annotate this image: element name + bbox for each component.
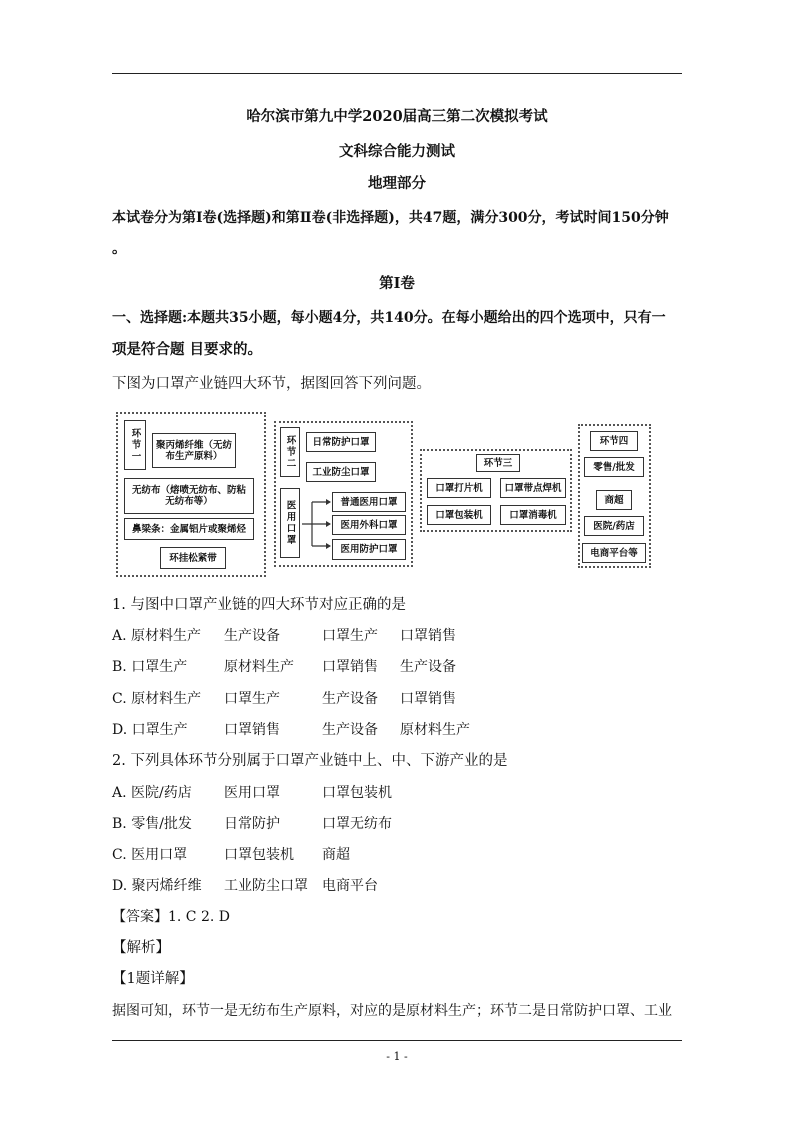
q1-option-b-item-4: 生产设备 [400,659,456,675]
answer-line: 【答案】1. C 2. D [112,909,231,925]
q2-option-b-item-3: 口罩无纺布 [322,816,392,832]
q1-option-b-item-2: 原材料生产 [224,659,294,675]
q2-option-a-letter: A. [112,785,127,801]
section1-line-2: 项是符合题 目要求的。 [112,341,263,358]
q1-option-d-item-3: 生产设备 [322,722,378,738]
stage1-label: 环节一 [124,420,146,470]
stage3-label: 环节三 [476,454,520,472]
figure-caption: 下图为口罩产业链四大环节，据图回答下列问题。 [112,376,431,392]
exam-title: 哈尔滨市第九中学2020届高三第二次模拟考试 [246,108,548,125]
stage3-box-4: 口罩消毒机 [500,505,566,525]
q1-option-c-item-1: 原材料生产 [131,691,202,707]
stage4-box-2: 商超 [596,490,632,510]
stage4-label: 环节四 [590,431,638,451]
q1-option-c-item-4: 口罩销售 [400,691,456,707]
part-title: 第Ⅰ卷 [379,275,415,292]
stage3-box-1: 口罩打片机 [427,478,491,498]
page-number: - 1 - [386,1050,408,1063]
q2-option-a-item-1: 医院/药店 [131,785,192,801]
section1-line-1: 一、选择题:本题共35小题，每小题4分，共140分。在每小题给出的四个选项中，只有一 [112,310,666,326]
stage3-box-3: 口罩包装机 [427,505,491,525]
q1-option-c-letter: C. [112,691,127,707]
stage1-box-1: 聚丙烯纤维（无纺布生产原料） [152,433,236,468]
q1-option-a-item-4: 口罩销售 [400,628,456,644]
q2-option-c-letter: C. [112,847,127,863]
stage4-box-3: 医院/药店 [584,516,644,536]
stage4-box-1: 零售/批发 [584,457,644,477]
q2-stem: 2. 下列具体环节分别属于口罩产业链中上、中、下游产业的是 [112,753,508,769]
bottom-rule [112,1040,682,1041]
stage1-box-3: 鼻梁条：金属铝片或聚烯烃 [124,518,254,540]
stage2-box-2: 工业防尘口罩 [306,462,376,482]
exam-subtitle: 文科综合能力测试 [339,143,455,160]
q1-option-d-item-4: 原材料生产 [400,722,470,738]
q2-option-d-item-1: 聚丙烯纤维 [131,878,202,894]
q1-option-c-item-2: 口罩生产 [224,691,280,707]
q1-option-d-item-1: 口罩生产 [131,722,188,738]
stage2-medical-label: 医用口罩 [280,488,300,558]
q1-option-b-item-3: 口罩销售 [322,659,378,675]
q2-option-d-item-3: 电商平台 [322,878,378,894]
stage1-box-4: 环挂松紧带 [160,547,226,569]
q1-stem: 1. 与图中口罩产业链的四大环节对应正确的是 [112,597,406,613]
q2-option-a-item-3: 口罩包装机 [322,785,392,801]
q1-option-a-item-3: 口罩生产 [322,628,378,644]
analysis-title: 【解析】 [112,940,170,956]
stage2-medical-box-3: 医用防护口罩 [332,539,406,560]
q1-option-d-letter: D. [112,722,128,738]
q2-option-c-item-2: 口罩包装机 [224,847,294,863]
stage2-box-1: 日常防护口罩 [306,432,376,452]
q1-option-b-item-1: 口罩生产 [131,659,188,675]
intro-line-1: 本试卷分为第Ⅰ卷(选择题)和第Ⅱ卷(非选择题)，共47题，满分300分，考试时间150分钟 [112,210,669,226]
q2-option-b-item-1: 零售/批发 [131,816,192,832]
explanation-line: 据图可知，环节一是无纺布生产原料，对应的是原材料生产；环节二是日常防护口罩、工业 [112,1003,672,1019]
q2-option-d-letter: D. [112,878,128,894]
q2-option-d-item-2: 工业防尘口罩 [224,878,308,894]
q1-option-b-letter: B. [112,659,127,675]
top-rule [112,73,682,74]
q1-option-a-letter: A. [112,628,127,644]
q1-option-c-item-3: 生产设备 [322,691,378,707]
stage2-arrows [300,494,334,554]
stage2-label: 环节二 [280,427,300,477]
q1-option-a-item-1: 原材料生产 [131,628,202,644]
stage4-box-4: 电商平台等 [582,543,646,563]
q2-option-b-letter: B. [112,816,127,832]
detail-title: 【1题详解】 [112,971,194,987]
q1-option-d-item-2: 口罩销售 [224,722,280,738]
stage3-box-2: 口罩带点焊机 [500,478,566,498]
q1-option-a-item-2: 生产设备 [224,628,280,644]
q2-option-c-item-1: 医用口罩 [131,847,188,863]
stage2-medical-box-2: 医用外科口罩 [332,515,406,535]
q2-option-b-item-2: 日常防护 [224,816,280,832]
q2-option-c-item-3: 商超 [322,847,350,863]
q2-option-a-item-2: 医用口罩 [224,785,280,801]
stage1-box-2: 无纺布（熔喷无纺布、防粘无纺布等） [124,478,254,514]
section-title: 地理部分 [368,175,426,192]
stage2-medical-box-1: 普通医用口罩 [332,492,406,512]
intro-line-2: 。 [112,240,127,257]
